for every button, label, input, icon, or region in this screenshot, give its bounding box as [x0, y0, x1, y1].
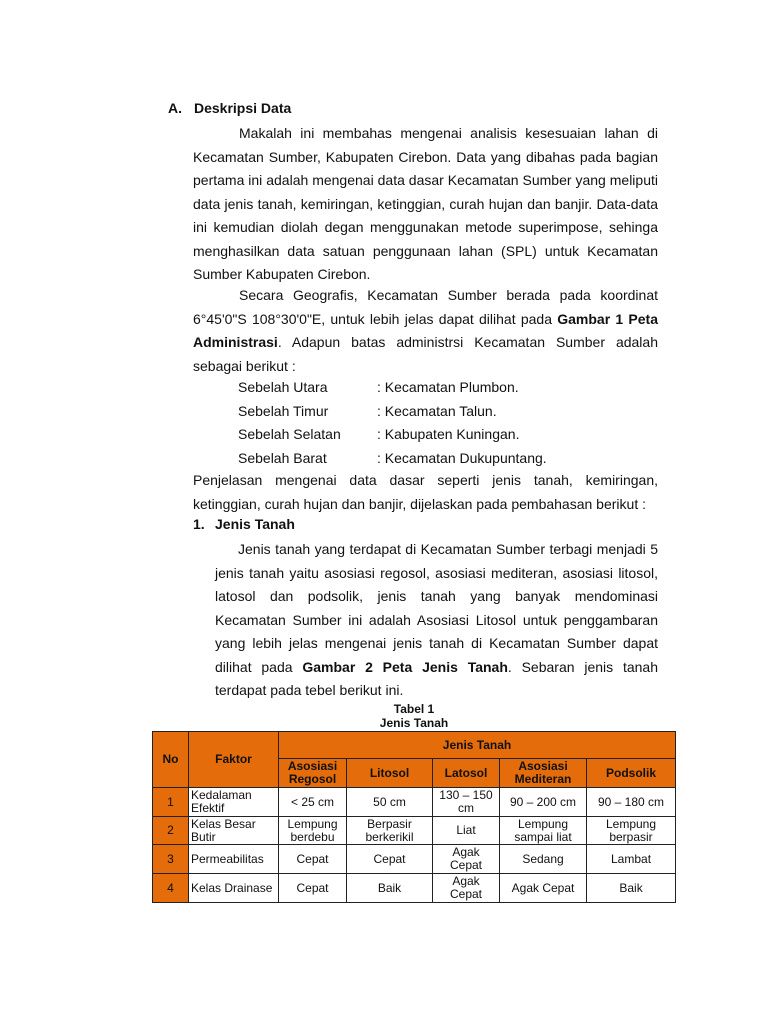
paragraph-geography — [193, 284, 658, 378]
header-column: Litosol — [347, 759, 433, 788]
table-cell: Berpasir berkerikil — [347, 817, 433, 845]
row-number: 3 — [153, 845, 189, 874]
border-list — [238, 376, 547, 470]
border-direction: Sebelah Timur — [238, 402, 329, 419]
table-cell: Agak Cepat — [500, 874, 587, 903]
row-number: 2 — [153, 817, 189, 845]
table-cell: Lempung sampai liat — [500, 817, 587, 845]
subsection-title: Jenis Tanah — [215, 516, 295, 532]
table-cell: Baik — [347, 874, 433, 903]
paragraph-soil — [215, 538, 658, 703]
paragraph-soil-tail: . Sebaran jenis tanah terdapat pada tebel berikut ini. — [215, 658, 658, 698]
border-direction: Sebelah Barat — [238, 449, 327, 466]
paragraph-geography-text: Secara Geografis, Kecamatan Sumber berada pada koordinat 6°45'0"S 108°30'0"E, untuk lebih jelas dapat dilihat pada — [193, 287, 658, 327]
row-number: 1 — [153, 788, 189, 817]
section-heading — [168, 100, 291, 116]
table-row — [153, 874, 676, 903]
table-row — [153, 817, 676, 845]
table-cell: Agak Cepat — [433, 874, 500, 903]
table-cell: Cepat — [279, 874, 347, 903]
table-cell: Sedang — [500, 845, 587, 874]
table-row — [153, 788, 676, 817]
table-cell: Lempung berdebu — [279, 817, 347, 845]
table-cell: 50 cm — [347, 788, 433, 817]
header-factor: Faktor — [189, 732, 279, 788]
subsection-number: 1. — [193, 516, 205, 532]
table-cell: Agak Cepat — [433, 845, 500, 874]
header-no: No — [153, 732, 189, 788]
row-factor: Kelas Besar Butir — [189, 817, 279, 845]
table-cell: 90 – 200 cm — [500, 788, 587, 817]
table-cell: 130 – 150 cm — [433, 788, 500, 817]
paragraph-intro: Makalah ini membahas mengenai analisis kesesuaian lahan di Kecamatan Sumber, Kabupaten Cirebon. Data yang dibahas pada bagian pertama ini adalah mengenai data dasar Kecamatan Sumber yang meliputi data jenis tanah, kemiringan, ketinggian, curah hujan dan banjir. Data-data ini kemudian diolah degan menggunakan metode superimpose, sehinga menghasilkan data satuan penggunaan lahan (SPL) untuk Kecamatan Sumber Kabupaten Cirebon. — [193, 125, 658, 282]
header-column: Podsolik — [587, 759, 676, 788]
row-factor: Kelas Drainase — [189, 874, 279, 903]
row-factor: Kedalaman Efektif — [189, 788, 279, 817]
section-number: A. — [168, 100, 182, 116]
table-cell: < 25 cm — [279, 788, 347, 817]
table-title: Jenis Tanah — [379, 716, 449, 730]
subsection-heading — [193, 516, 295, 532]
header-soil-types: Jenis Tanah — [279, 732, 676, 759]
table-cell: 90 – 180 cm — [587, 788, 676, 817]
table-caption — [153, 702, 675, 730]
border-direction: Sebelah Selatan — [238, 426, 341, 442]
border-row — [238, 376, 547, 400]
paragraph-explanation: Penjelasan mengenai data dasar seperti jenis tanah, kemiringan, ketinggian, curah hujan dan banjir, dijelaskan pada pembahasan berikut : — [193, 472, 658, 512]
table-cell: Liat — [433, 817, 500, 845]
border-value: : Kecamatan Plumbon. — [377, 379, 519, 395]
header-column: Asosiasi Mediteran — [500, 759, 587, 788]
border-row — [238, 400, 547, 424]
paragraph-soil-text: Jenis tanah yang terdapat di Kecamatan Sumber terbagi menjadi 5 jenis tanah yaitu asosiasi regosol, asosiasi mediteran, asosiasi litosol, latosol dan podsolik, jenis tanah yang banyak mendominasi Kecamatan Sumber ini adalah Asosiasi Litosol untuk penggambaran yang lebih jelas mengenai jenis tanah di Kecamatan Sumber dapat dilihat pada — [215, 541, 658, 675]
figure-reference: Gambar 1 Peta Administrasi — [193, 310, 658, 350]
table-cell: Lempung berpasir — [587, 817, 676, 845]
table-cell: Cepat — [347, 845, 433, 874]
header-column: Latosol — [433, 759, 500, 788]
section-title: Deskripsi Data — [194, 100, 292, 116]
paragraph-geography-tail: . Adapun batas administrsi Kecamatan Sumber adalah sebagai berikut : — [193, 334, 658, 374]
border-value: : Kecamatan Dukupuntang. — [377, 449, 547, 466]
table-cell: Lambat — [587, 845, 676, 874]
row-number: 4 — [153, 874, 189, 903]
border-value: : Kabupaten Kuningan. — [377, 426, 520, 442]
border-row — [238, 423, 547, 447]
header-column: Asosiasi Regosol — [279, 759, 347, 788]
figure-reference: Gambar 2 Peta Jenis Tanah — [302, 658, 508, 675]
row-factor: Permeabilitas — [189, 845, 279, 874]
soil-table — [152, 731, 676, 903]
table-cell: Baik — [587, 874, 676, 903]
table-row — [153, 845, 676, 874]
border-value: : Kecamatan Talun. — [377, 402, 497, 419]
table-number: Tabel 1 — [393, 702, 435, 716]
border-direction: Sebelah Utara — [238, 379, 328, 395]
table-cell: Cepat — [279, 845, 347, 874]
border-row — [238, 447, 547, 471]
